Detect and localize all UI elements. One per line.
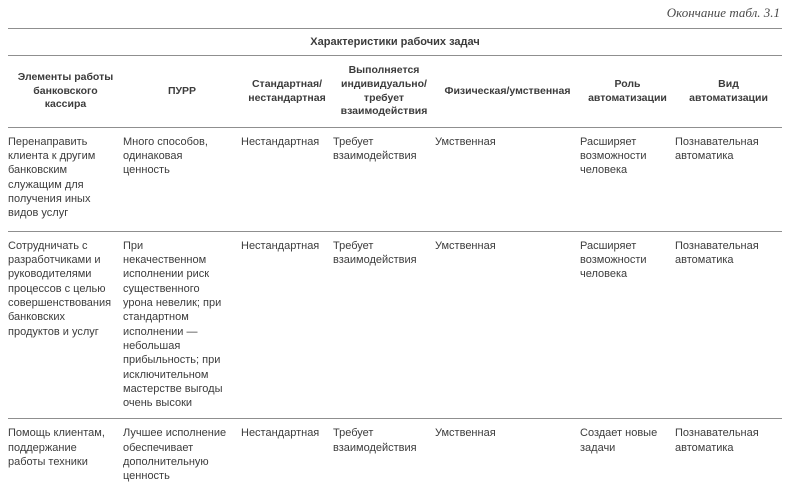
column-header-elements: Элементы работы банковского кассира [8, 56, 123, 128]
column-header-automation-role: Роль автоматизации [580, 56, 675, 128]
table-cell: Требует взаимодействия [333, 419, 435, 490]
table-cell: Расширяет возможности человека [580, 127, 675, 231]
table-cell: Сотрудничать с разработчиками и руководителями процессов с целью совершенствования банковских продуктов и услуг [8, 231, 123, 419]
table-cell: Создает новые задачи [580, 419, 675, 490]
table-cell: Познавательная автоматика [675, 419, 782, 490]
column-header-standard: Стандартная/ нестандартная [241, 56, 333, 128]
table-cell: Умственная [435, 231, 580, 419]
table-cell: Расширяет возможности человека [580, 231, 675, 419]
table-span-header: Характеристики рабочих задач [8, 29, 782, 56]
table-cell: Требует взаимодействия [333, 127, 435, 231]
column-header-individual: Выполняется индивидуально/ требует взаимодействия [333, 56, 435, 128]
column-header-automation-type: Вид автоматизации [675, 56, 782, 128]
table-continuation-caption: Окончание табл. 3.1 [666, 5, 780, 20]
table-cell: Умственная [435, 127, 580, 231]
table-cell: Нестандартная [241, 127, 333, 231]
table-cell: Нестандартная [241, 419, 333, 490]
table-body [8, 127, 782, 490]
column-header-purr: ПУРР [123, 56, 241, 128]
table-cell: Лучшее исполнение обеспечивает дополнительную ценность [123, 419, 241, 490]
span-header-row [8, 29, 782, 56]
table-cell: Перенаправить клиента к другим банковским служащим для получения иных видов услуг [8, 127, 123, 231]
table-cell: Умственная [435, 419, 580, 490]
table-cell: Нестандартная [241, 231, 333, 419]
table-row [8, 127, 782, 231]
column-header-physical-mental: Физическая/умственная [435, 56, 580, 128]
table-cell: При некачественном исполнении риск существенного урона невелик; при стандартном исполнении — небольшая прибыльность; при исключительном мастерстве выгоды очень высоки [123, 231, 241, 419]
table-cell: Познавательная автоматика [675, 231, 782, 419]
table-row [8, 419, 782, 490]
table-header [8, 29, 782, 128]
table-cell: Требует взаимодействия [333, 231, 435, 419]
table-cell: Помощь клиентам, поддержание работы техники [8, 419, 123, 490]
table-row [8, 231, 782, 419]
table-cell: Много способов, одинаковая ценность [123, 127, 241, 231]
column-header-row [8, 56, 782, 128]
work-tasks-table [8, 28, 782, 490]
table-cell: Познавательная автоматика [675, 127, 782, 231]
